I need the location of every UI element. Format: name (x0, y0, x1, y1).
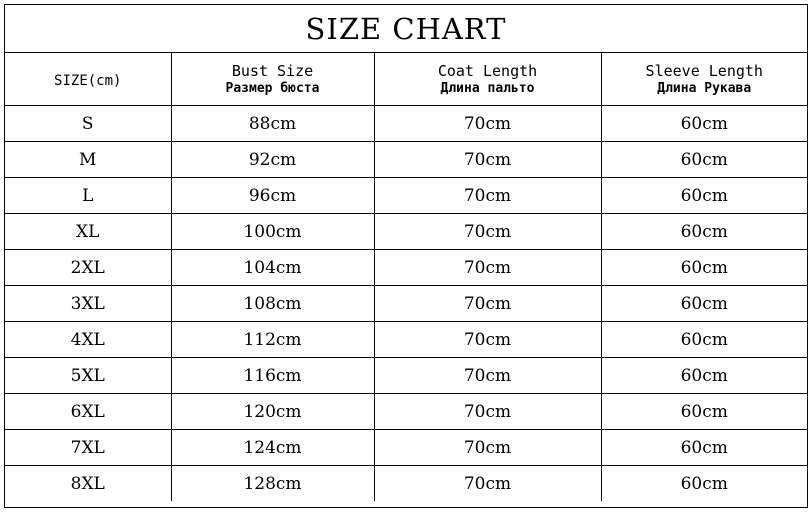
cell-sleeve: 60cm (601, 322, 807, 358)
table-row (5, 214, 807, 250)
header-sleeve-label: Sleeve Length (645, 61, 763, 80)
cell-size: 3XL (5, 286, 171, 322)
header-coat (374, 53, 601, 106)
cell-sleeve: 60cm (601, 466, 807, 502)
cell-coat: 70cm (374, 178, 601, 214)
cell-bust: 120cm (171, 394, 374, 430)
cell-bust: 108cm (171, 286, 374, 322)
cell-sleeve: 60cm (601, 250, 807, 286)
header-sleeve (601, 53, 807, 106)
size-chart (4, 4, 808, 508)
cell-size: 4XL (5, 322, 171, 358)
cell-bust: 96cm (171, 178, 374, 214)
table-row (5, 250, 807, 286)
cell-bust: 104cm (171, 250, 374, 286)
cell-size: 2XL (5, 250, 171, 286)
cell-sleeve: 60cm (601, 286, 807, 322)
cell-coat: 70cm (374, 430, 601, 466)
header-row (5, 53, 807, 106)
cell-bust: 100cm (171, 214, 374, 250)
cell-sleeve: 60cm (601, 394, 807, 430)
table-row (5, 322, 807, 358)
cell-size: S (5, 106, 171, 142)
cell-bust: 92cm (171, 142, 374, 178)
header-coat-sublabel: Длина пальто (440, 80, 535, 96)
table-row (5, 106, 807, 142)
cell-size: 7XL (5, 430, 171, 466)
cell-size: M (5, 142, 171, 178)
size-table (5, 53, 807, 501)
cell-coat: 70cm (374, 466, 601, 502)
cell-sleeve: 60cm (601, 430, 807, 466)
cell-coat: 70cm (374, 106, 601, 142)
cell-size: L (5, 178, 171, 214)
table-row (5, 286, 807, 322)
table-row (5, 394, 807, 430)
cell-size: XL (5, 214, 171, 250)
cell-sleeve: 60cm (601, 178, 807, 214)
cell-coat: 70cm (374, 322, 601, 358)
header-size-label: SIZE(cm) (54, 72, 122, 89)
header-coat-label: Coat Length (437, 61, 538, 80)
header-bust-label: Bust Size (231, 61, 314, 80)
cell-bust: 124cm (171, 430, 374, 466)
cell-bust: 112cm (171, 322, 374, 358)
cell-coat: 70cm (374, 250, 601, 286)
cell-sleeve: 60cm (601, 214, 807, 250)
table-row (5, 430, 807, 466)
cell-size: 8XL (5, 466, 171, 502)
chart-title: SIZE CHART (5, 5, 807, 53)
header-sleeve-sublabel: Длина Рукава (657, 80, 752, 96)
cell-coat: 70cm (374, 394, 601, 430)
header-size (5, 53, 171, 106)
cell-sleeve: 60cm (601, 142, 807, 178)
cell-bust: 88cm (171, 106, 374, 142)
cell-sleeve: 60cm (601, 358, 807, 394)
cell-coat: 70cm (374, 142, 601, 178)
table-row (5, 178, 807, 214)
cell-sleeve: 60cm (601, 106, 807, 142)
cell-bust: 116cm (171, 358, 374, 394)
table-row (5, 358, 807, 394)
table-row (5, 142, 807, 178)
cell-bust: 128cm (171, 466, 374, 502)
table-row (5, 466, 807, 502)
cell-size: 5XL (5, 358, 171, 394)
cell-coat: 70cm (374, 286, 601, 322)
header-bust (171, 53, 374, 106)
cell-coat: 70cm (374, 214, 601, 250)
header-bust-sublabel: Размер бюста (225, 80, 320, 96)
cell-size: 6XL (5, 394, 171, 430)
cell-coat: 70cm (374, 358, 601, 394)
